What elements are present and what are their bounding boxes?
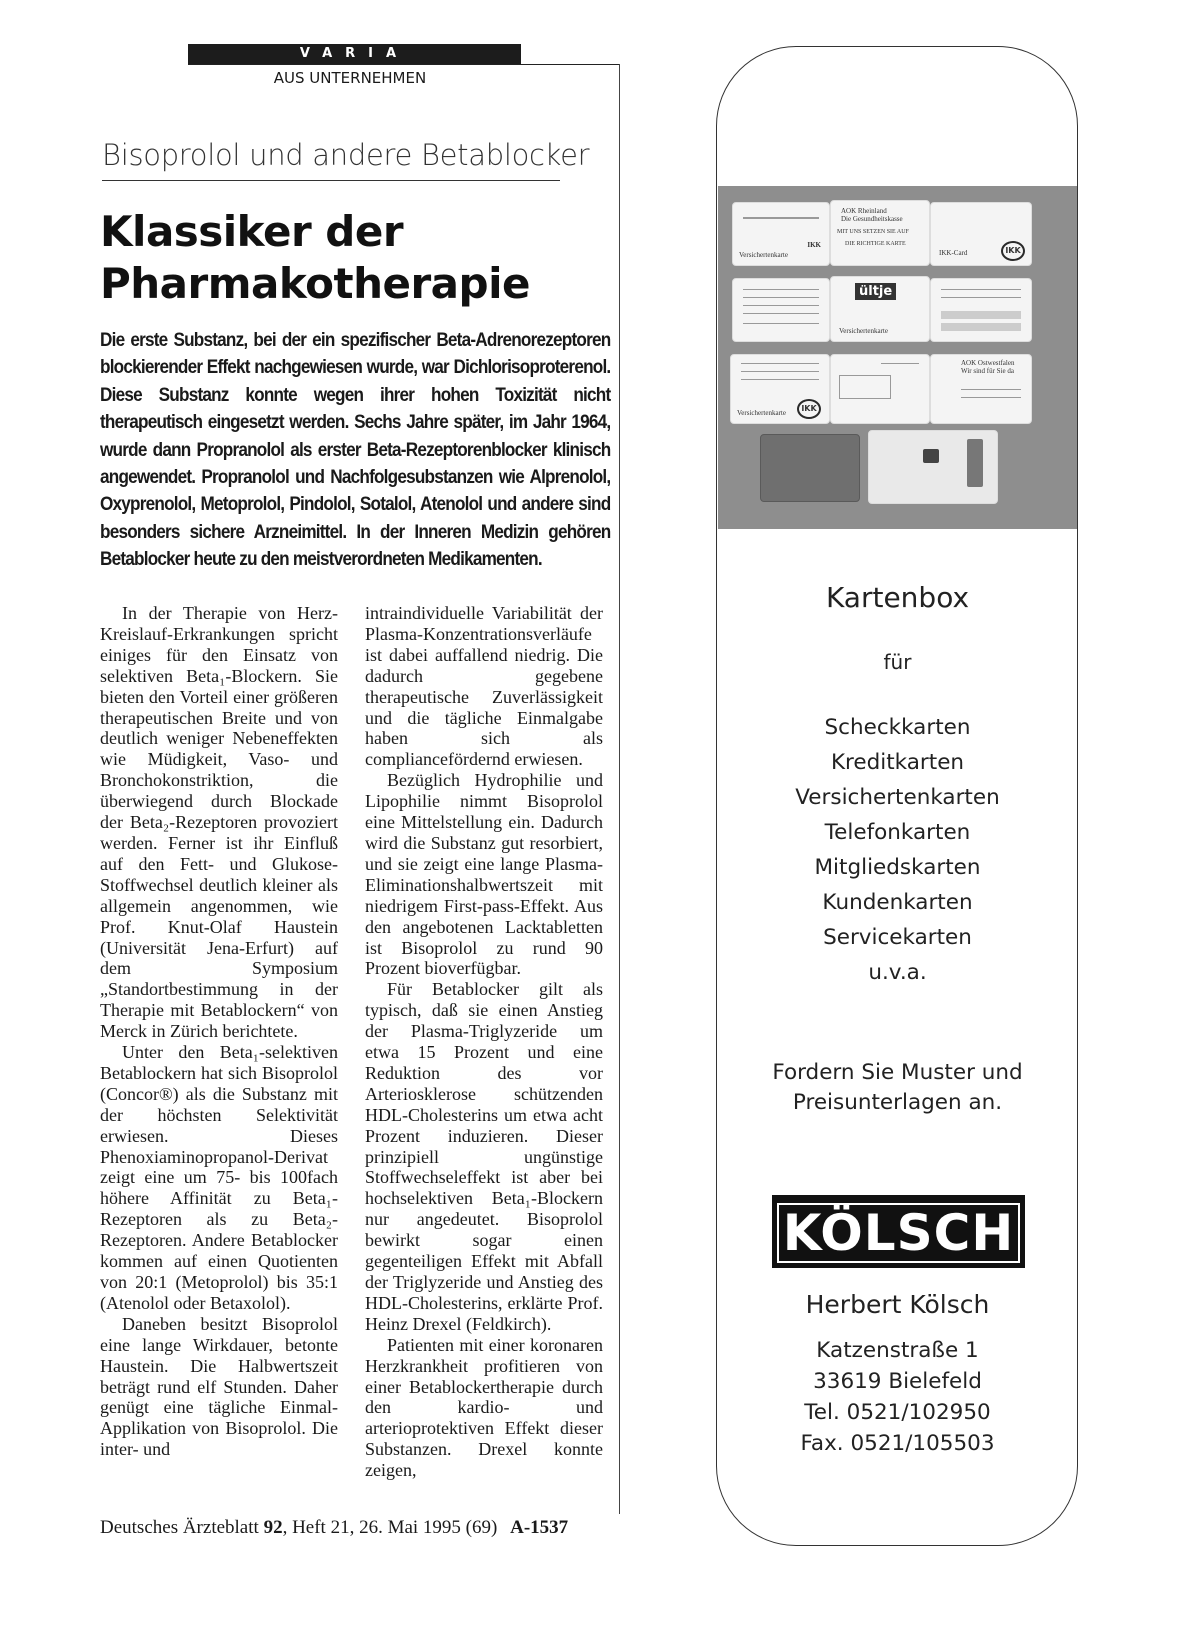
card-ueltje: ültje Versichertenkarte	[830, 276, 930, 342]
card-praxis	[732, 278, 830, 342]
ueltje-logo: ültje	[855, 283, 896, 300]
paragraph: Für Betablocker gilt als typisch, daß sie einen Anstieg der Plasma-Triglyzeride um etwa 15 Prozent und eine Reduktion des vor Arteriosklerose schützenden HDL-Cholesterins um etwa acht Prozent induzieren. Dieser prinzipiell ungünstige Stoffwechseleffekt ist aber bei hochselektiven Beta₁-Blockern nur angedeutet. Bisoprolol bewirkt sogar einen gegenteiligen Effekt mit Abfall der Triglyzeride und Anstieg des HDL-Cholesterins, erklärte Prof. Heinz Drexel (Feldkirch).	[365, 979, 603, 1334]
ikk-logo: IKK	[797, 399, 821, 419]
card-phone-card	[868, 430, 998, 504]
list-item: Mitgliedskarten	[814, 855, 981, 880]
column-divider	[619, 64, 620, 1514]
issue-info: , Heft 21, 26. Mai 1995 (69)	[282, 1517, 498, 1538]
article-lead: Die erste Substanz, bei der ein spezifischer Beta-Adrenorezeptoren blockierender Effekt nachgewiesen wurde, war Dichlorisoproterenol. Diese Substanz konnte wegen ihrer hohen Toxizität nicht therapeutisch eingesetzt werden. Sechs Jahre später, im Jahr 1964, wurde dann Propranolol als erster Beta-Rezeptorenblocker klinisch angewendet. Propranolol und Nachfolgesubstanzen wie Alprenolol, Oxyprenolol, Metoprolol, Pindolol, Sotalol, Atenolol und andere sind besonders sichere Arzneimittel. In der Inneren Medizin gehören Betablocker heute zu den meistverordneten Medikamenten.	[100, 329, 611, 571]
address-street: Katzenstraße 1	[816, 1338, 979, 1363]
paragraph: Bezüglich Hydrophilie und Lipophilie nimmt Bisoprolol eine Mittelstellung ein. Dadurch wird die Substanz gut resorbiert, und sie zeigt eine lange Plasma-Eliminationshalbwertszeit mit niedrigem First-pass-Effekt. Aus den angebotenen Lacktabletten ist Bisoprolol zu rund 90 Prozent bioverfügbar.	[365, 770, 603, 979]
list-item: Telefonkarten	[824, 820, 971, 845]
article-headline	[100, 206, 530, 310]
card-ikk-versichertenkarte: Versichertenkarte IKK	[732, 202, 830, 266]
list-item: Servicekarten	[823, 925, 972, 950]
card-aok-rheinland: AOK Rheinland Die Gesundheitskasse MIT UNS SETZEN SIE AUF DIE RICHTIGE KARTE	[830, 200, 930, 266]
list-item: Kreditkarten	[830, 750, 965, 775]
cta-line-2: Preisunterlagen an.	[792, 1090, 1003, 1115]
list-item: Scheckkarten	[824, 715, 971, 740]
journal-name: Deutsches Ärzteblatt	[100, 1517, 259, 1538]
phone-number: Tel. 0521/102950	[804, 1400, 991, 1425]
card-ikk-versichertenkarte-2: Versichertenkarte IKK	[730, 354, 830, 424]
company-name: Herbert Kölsch	[805, 1290, 990, 1319]
paragraph: Patienten mit einer koronaren Herzkrankheit profitieren von einer Betablockertherapie durch den kardio- und arterioprotektiven Effekt dieser Substanzen. Drexel konnte zeigen,	[365, 1334, 603, 1481]
koelsch-logo	[772, 1195, 1025, 1268]
fax-number: Fax. 0521/105503	[800, 1431, 995, 1456]
subsection-label: AUS UNTERNEHMEN	[273, 69, 427, 87]
logo-text: KÖLSCH	[777, 1203, 1020, 1263]
ad-card-types	[718, 710, 1077, 990]
header-rule	[188, 64, 620, 65]
ad-call-to-action	[718, 1058, 1077, 1118]
journal-volume: 92	[263, 1517, 283, 1538]
paragraph: Unter den Beta₁-selektiven Betablockern hat sich Bisoprolol (Concor®) als die Substanz mit der höchsten Selektivität erwiesen. Dieses Phenoxiaminopropanol-Derivat zeigt eine um 75- bis 100fach höhere Affinität zu Beta₁-Rezeptoren als zu Beta₂-Rezeptoren. Andere Betablocker kommen auf einen Quotienten von 20:1 (Metoprolol) bis 35:1 (Atenolol oder Betaxolol).	[100, 1042, 338, 1313]
cta-line-1: Fordern Sie Muster und	[772, 1060, 1023, 1085]
headline-line-1: Klassiker der	[100, 207, 404, 256]
article-topic: Bisoprolol und andere Betablocker	[102, 138, 590, 172]
paragraph: In der Therapie von Herz-Kreislauf-Erkrankungen spricht einiges für den Einsatz von selektiven Beta₁-Blockern. Sie bieten den Vorteil einer größeren therapeutischen Breite und von deutlich weniger Nebeneffekten wie Müdigkeit, Vaso- und Bronchokonstriktion, die überwiegend durch Blockade der Beta₂-Rezeptoren provoziert werden. Ferner ist ihr Einfluß auf den Fett- und Glukose-Stoffwechsel deutlich kleiner als allgemein angenommen, wie Prof. Knut-Olaf Haustein (Universität Jena-Erfurt) auf dem Symposium „Standortbestimmung in der Therapie mit Betablockern“ von Merck in Zürich berichtete.	[100, 603, 338, 1042]
topic-rule	[102, 180, 560, 181]
list-item: Versichertenkarten	[795, 785, 1000, 810]
card-koelsch-sample	[830, 354, 930, 424]
card-photo	[718, 186, 1077, 529]
card-aok-ostwestfalen: AOK Ostwestfalen Wir sind für Sie da	[930, 354, 1032, 424]
headline-line-2: Pharmakotherapie	[100, 259, 530, 308]
body-column-1	[100, 603, 338, 1460]
company-address	[718, 1335, 1077, 1459]
page-number: A-1537	[510, 1517, 569, 1538]
page-footer	[100, 1517, 568, 1539]
section-label: VARIA	[188, 44, 521, 64]
list-item: u.v.a.	[868, 960, 927, 985]
ad-for: für	[883, 650, 912, 674]
paragraph: intraindividuelle Variabilität der Plasma-Konzentrationsverläufe ist dabei auffallend niedrig. Die dadurch gegebene therapeutische Zuverlässigkeit und die tägliche Einmalgabe haben sich als compliancefördernd erwiesen.	[365, 603, 603, 770]
list-item: Kundenkarten	[822, 890, 973, 915]
card-dark-sleeve	[760, 434, 860, 502]
ikk-logo: IKK	[1001, 241, 1025, 261]
body-column-2	[365, 603, 603, 1481]
ad-title: Kartenbox	[825, 581, 970, 614]
paragraph: Daneben besitzt Bisoprolol eine lange Wirkdauer, betonte Haustein. Die Halbwertszeit beträgt rund elf Stunden. Daher genügt eine tägliche Einmal-Applikation von Bisoprolol. Die inter- und	[100, 1313, 338, 1460]
address-city: 33619 Bielefeld	[813, 1369, 982, 1394]
card-table	[930, 278, 1032, 342]
card-ikk-card: IKK-Card IKK	[930, 202, 1032, 266]
